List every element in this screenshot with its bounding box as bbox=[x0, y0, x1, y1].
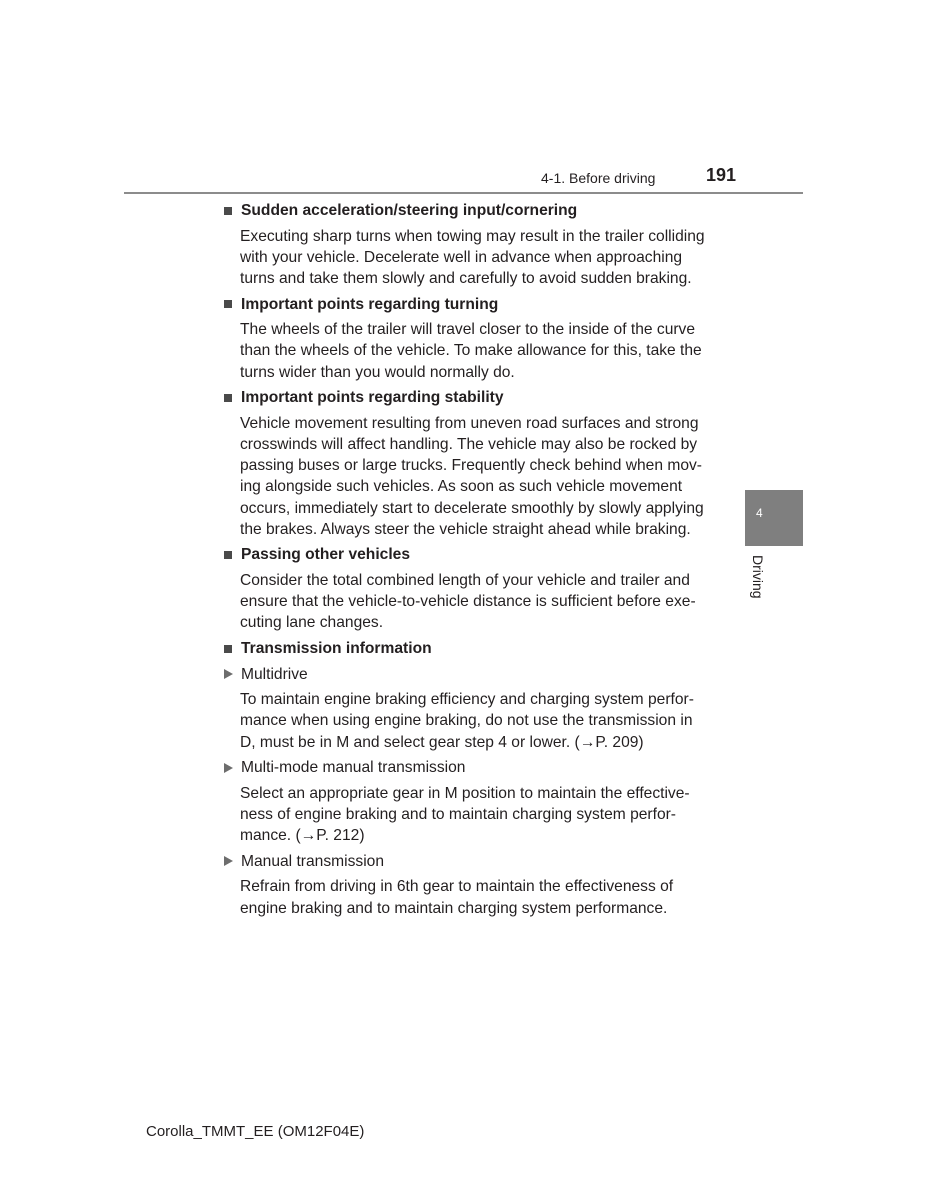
square-bullet-icon bbox=[224, 645, 232, 653]
section-body: Consider the total combined length of your vehicle and trailer and ensure that the vehicle-to-vehicle distance is sufficient before exe- cuting lane changes. bbox=[240, 571, 696, 632]
chapter-tab bbox=[745, 490, 803, 546]
section-body: Executing sharp turns when towing may result in the trailer colliding with your vehicle. Decelerate well in advance when approaching turns and take them slowly and carefully to avoid sudden braking. bbox=[240, 227, 705, 287]
item-label: Multi-mode manual transmission bbox=[241, 759, 466, 777]
square-bullet-icon bbox=[224, 300, 232, 308]
section-heading bbox=[223, 638, 713, 659]
item-body: Select an appropriate gear in M position to maintain the effective- ness of engine braking and to maintain charging system perfor- mance. (→P. 212) bbox=[240, 784, 690, 845]
square-bullet-icon bbox=[224, 394, 232, 402]
section-body: The wheels of the trailer will travel closer to the inside of the curve than the wheels of the vehicle. To make allowance for this, take the turns wider than you would normally do. bbox=[240, 321, 702, 381]
transmission-item bbox=[223, 664, 713, 685]
triangle-bullet-icon bbox=[224, 669, 233, 679]
section-title: 4-1. Before driving bbox=[541, 170, 656, 186]
triangle-bullet-icon bbox=[224, 763, 233, 773]
footer-text: Corolla_TMMT_EE (OM12F04E) bbox=[146, 1123, 365, 1140]
section-body: Vehicle movement resulting from uneven road surfaces and strong crosswinds will affect handling. The vehicle may also be rocked by passing buses or large trucks. Frequently check behind when mov- ing alongside such vehicles. As soon as such vehicle movement occurs, immediately start to decelerate smoothly by slowly applying the brakes. Always steer the vehicle straight ahead while braking. bbox=[240, 414, 704, 538]
section-heading bbox=[223, 387, 713, 408]
chapter-label: Driving bbox=[750, 555, 766, 599]
chapter-number: 4 bbox=[756, 506, 763, 520]
square-bullet-icon bbox=[224, 551, 232, 559]
main-content bbox=[223, 200, 713, 923]
page-number: 191 bbox=[706, 165, 737, 185]
header-divider bbox=[124, 192, 803, 194]
transmission-item bbox=[223, 851, 713, 872]
heading-text: Important points regarding turning bbox=[241, 295, 499, 313]
triangle-bullet-icon bbox=[224, 856, 233, 866]
item-body: To maintain engine braking efficiency and charging system perfor- mance when using engine braking, do not use the transmission in D, must be in M and select gear step 4 or lower. (→P. 209) bbox=[240, 691, 694, 751]
item-body: Refrain from driving in 6th gear to maintain the effectiveness of engine braking and to maintain charging system performance. bbox=[240, 878, 674, 917]
transmission-item bbox=[223, 757, 713, 778]
section-heading bbox=[223, 294, 713, 315]
square-bullet-icon bbox=[224, 207, 232, 215]
heading-text: Transmission information bbox=[241, 639, 432, 657]
heading-text: Passing other vehicles bbox=[241, 546, 411, 564]
item-label: Multidrive bbox=[241, 665, 308, 683]
item-label: Manual transmission bbox=[241, 852, 385, 870]
section-heading bbox=[223, 200, 713, 221]
heading-text: Important points regarding stability bbox=[241, 389, 504, 407]
heading-text: Sudden acceleration/steering input/cornering bbox=[241, 202, 578, 219]
section-heading bbox=[223, 544, 713, 565]
